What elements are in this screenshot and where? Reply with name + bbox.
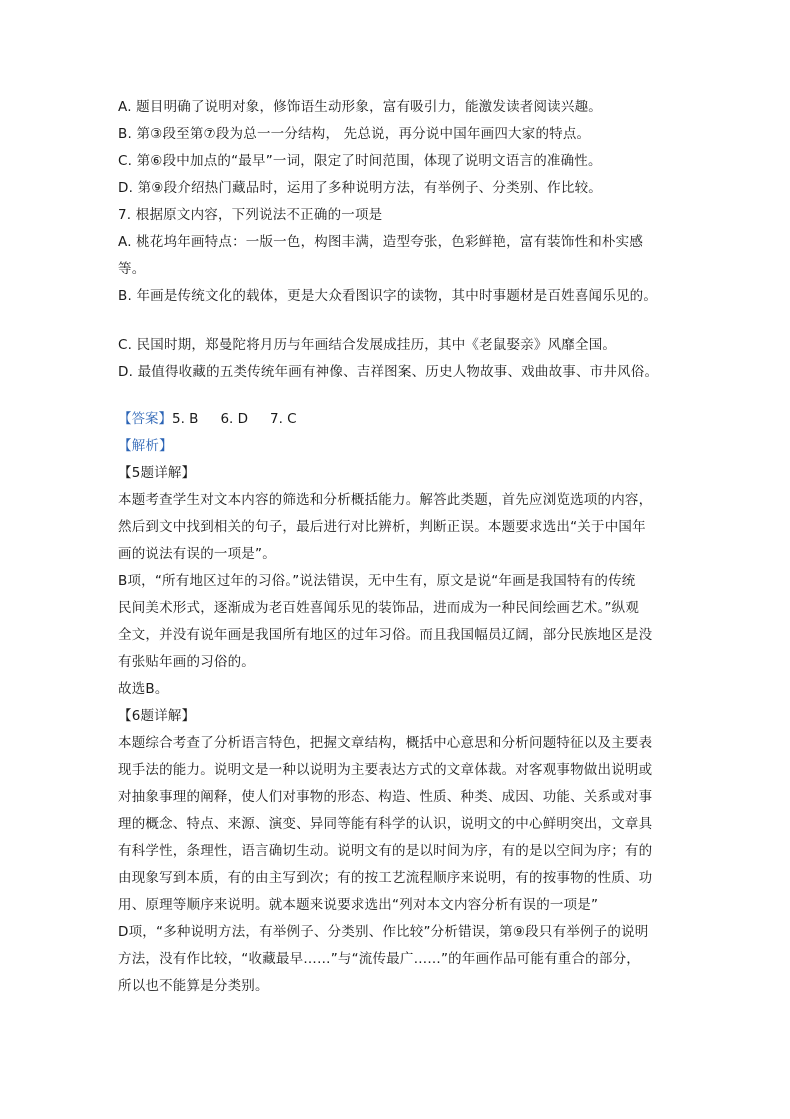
question-7-option-a-line1: A. 桃花坞年画特点：一版一色，构图丰满，造型夸张，色彩鲜艳，富有装饰性和朴实感 [118, 234, 644, 250]
q6-text-line: 所以也不能算是分类别。 [118, 978, 269, 994]
analysis-label: 【解析】 [118, 438, 173, 454]
q6-heading: 【6题详解】 [118, 708, 196, 724]
q6-text-line: 理的概念、特点、来源、演变、异同等能有科学的认识，说明文的中心鲜明突出，文章具 [118, 816, 653, 832]
q6-text-line: D项，“多种说明方法，有举例子、分类别、作比较”分析错误，第⑨段只有举例子的说明 [118, 924, 649, 940]
answer-item: 7. C [270, 411, 297, 427]
option-c: C. 第⑥段中加点的“最早”一词，限定了时间范围，体现了说明文语言的准确性。 [118, 153, 602, 169]
question-7-option-b: B. 年画是传统文化的载体，更是大众看图识字的读物，其中时事题材是百姓喜闻乐见的。 [118, 288, 658, 304]
q5-text-line: 然后到文中找到相关的句子，最后进行对比辨析，判断正误。本题要求选出“关于中国年 [118, 519, 646, 535]
option-d: D. 第⑨段介绍热门藏品时，运用了多种说明方法，有举例子、分类别、作比较。 [118, 180, 602, 196]
q5-text-line: B项，“所有地区过年的习俗。”说法错误，无中生有，原文是说“年画是我国特有的传统 [118, 573, 636, 589]
q6-text-line: 现手法的能力。说明文是一种以说明为主要表达方式的文章体裁。对客观事物做出说明或 [118, 762, 653, 778]
question-7-option-c: C. 民国时期，郑曼陀将月历与年画结合发展成挂历，其中《老鼠娶亲》风靡全国。 [118, 337, 617, 353]
option-a: A. 题目明确了说明对象，修饰语生动形象，富有吸引力，能激发读者阅读兴趣。 [118, 99, 602, 115]
q5-text-line: 有张贴年画的习俗的。 [118, 654, 255, 670]
answer-item: 5. B [172, 411, 199, 427]
q6-text-line: 本题综合考查了分析语言特色，把握文章结构，概括中心意思和分析问题特征以及主要表 [118, 735, 653, 751]
document-page [118, 94, 678, 1000]
q6-text-line: 对抽象事理的阐释，使人们对事物的形态、构造、性质、种类、成因、功能、关系或对事 [118, 789, 653, 805]
option-b: B. 第③段至第⑦段为总一一分结构， 先总说，再分说中国年画四大家的特点。 [118, 126, 591, 142]
q5-text-line: 本题考查学生对文本内容的筛选和分析概括能力。解答此类题，首先应浏览选项的内容， [118, 492, 653, 508]
question-7-stem: 7. 根据原文内容，下列说法不正确的一项是 [118, 207, 383, 223]
q5-text-line: 画的说法有误的一项是”。 [118, 546, 276, 562]
question-7-option-d: D. 最值得收藏的五类传统年画有神像、吉祥图案、历史人物故事、戏曲故事、市井风俗。 [118, 364, 659, 380]
answer-label: 【答案】 [118, 411, 172, 427]
spacer [118, 310, 678, 332]
q5-heading: 【5题详解】 [118, 465, 196, 481]
q5-text-line: 民间美术形式，逐渐成为老百姓喜闻乐见的装饰品，进而成为一种民间绘画艺术。”纵观 [118, 600, 640, 616]
spacer [118, 386, 678, 406]
q5-text-line: 故选B。 [118, 681, 169, 697]
q6-text-line: 有科学性，条理性，语言确切生动。说明文有的是以时间为序，有的是以空间为序；有的 [118, 843, 653, 859]
q5-text-line: 全文，并没有说年画是我国所有地区的过年习俗。而且我国幅员辽阔，部分民族地区是没 [118, 627, 653, 643]
q6-text-line: 用、原理等顺序来说明。就本题来说要求选出“列对本文内容分析有误的一项是” [118, 897, 599, 913]
q6-text-line: 由现象写到本质，有的由主写到次；有的按工艺流程顺序来说明，有的按事物的性质、功 [118, 870, 653, 886]
q6-text-line: 方法，没有作比较，“收藏最早……”与“流传最广……”的年画作品可能有重合的部分， [118, 951, 640, 967]
answer-line [118, 406, 678, 433]
answer-item: 6. D [220, 411, 249, 427]
question-7-option-a-line2: 等。 [118, 261, 146, 277]
